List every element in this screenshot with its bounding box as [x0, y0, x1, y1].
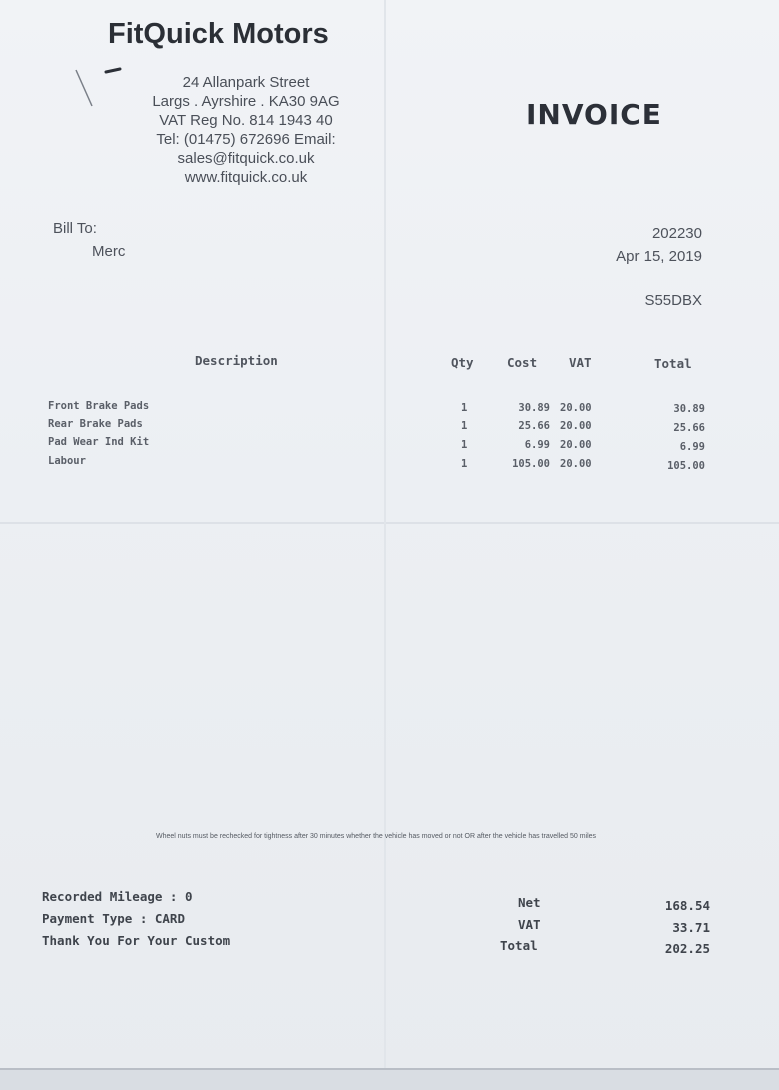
row-total: 30.89: [673, 403, 705, 415]
website-line: www.fitquick.co.uk: [184, 169, 308, 186]
paper-bottom-edge: [0, 1068, 779, 1090]
paper-fold-vertical: [384, 0, 386, 1090]
row-description: Front Brake Pads: [48, 400, 150, 412]
address-line-2: Largs . Ayrshire . KA30 9AG: [152, 93, 340, 110]
payment-type: Payment Type : CARD: [42, 911, 185, 926]
invoice-date: Apr 15, 2019: [616, 248, 702, 265]
vat-label: VAT: [518, 917, 541, 932]
telephone-line: Tel: (01475) 672696 Email:: [156, 131, 336, 148]
total-value: 202.25: [664, 941, 710, 956]
row-vat: 20.00: [560, 439, 592, 451]
document-title: INVOICE: [526, 98, 662, 131]
row-description: Rear Brake Pads: [48, 418, 143, 430]
company-name: FitQuick Motors: [108, 18, 329, 50]
header-cost: Cost: [507, 355, 538, 370]
total-label: Total: [500, 938, 538, 953]
row-total: 25.66: [673, 422, 705, 434]
vat-value: 33.71: [672, 920, 710, 935]
row-total: 105.00: [667, 460, 705, 472]
net-value: 168.54: [664, 898, 710, 913]
row-qty: 1: [461, 458, 468, 470]
invoice-number: 202230: [651, 225, 702, 242]
wheel-nut-notice: Wheel nuts must be rechecked for tightness after 30 minutes whether the vehicle has moved or not OR after the vehicle has travelled 50 miles: [155, 833, 597, 840]
row-total: 6.99: [679, 441, 705, 453]
row-qty: 1: [461, 439, 468, 451]
row-vat: 20.00: [560, 402, 592, 414]
header-total: Total: [654, 356, 692, 371]
recorded-mileage: Recorded Mileage : 0: [42, 889, 193, 904]
bill-to-name: Merc: [92, 243, 126, 260]
vehicle-registration: S55DBX: [644, 292, 702, 309]
row-description: Pad Wear Ind Kit: [48, 436, 150, 448]
row-qty: 1: [461, 402, 468, 414]
row-cost: 105.00: [512, 458, 550, 470]
bill-to-label: Bill To:: [53, 220, 97, 237]
net-label: Net: [518, 895, 541, 910]
thank-you-message: Thank You For Your Custom: [42, 933, 231, 948]
header-qty: Qty: [451, 355, 474, 370]
paper-fold-horizontal: [0, 522, 779, 524]
row-vat: 20.00: [560, 420, 592, 432]
row-cost: 6.99: [524, 439, 550, 451]
address-line-1: 24 Allanpark Street: [182, 74, 310, 91]
vat-reg-line: VAT Reg No. 814 1943 40: [159, 112, 333, 129]
row-qty: 1: [461, 420, 468, 432]
row-description: Labour: [48, 455, 86, 467]
header-vat: VAT: [569, 355, 592, 370]
row-cost: 25.66: [518, 420, 550, 432]
email-line: sales@fitquick.co.uk: [177, 150, 315, 167]
header-description: Description: [195, 353, 278, 368]
row-cost: 30.89: [518, 402, 550, 414]
row-vat: 20.00: [560, 458, 592, 470]
